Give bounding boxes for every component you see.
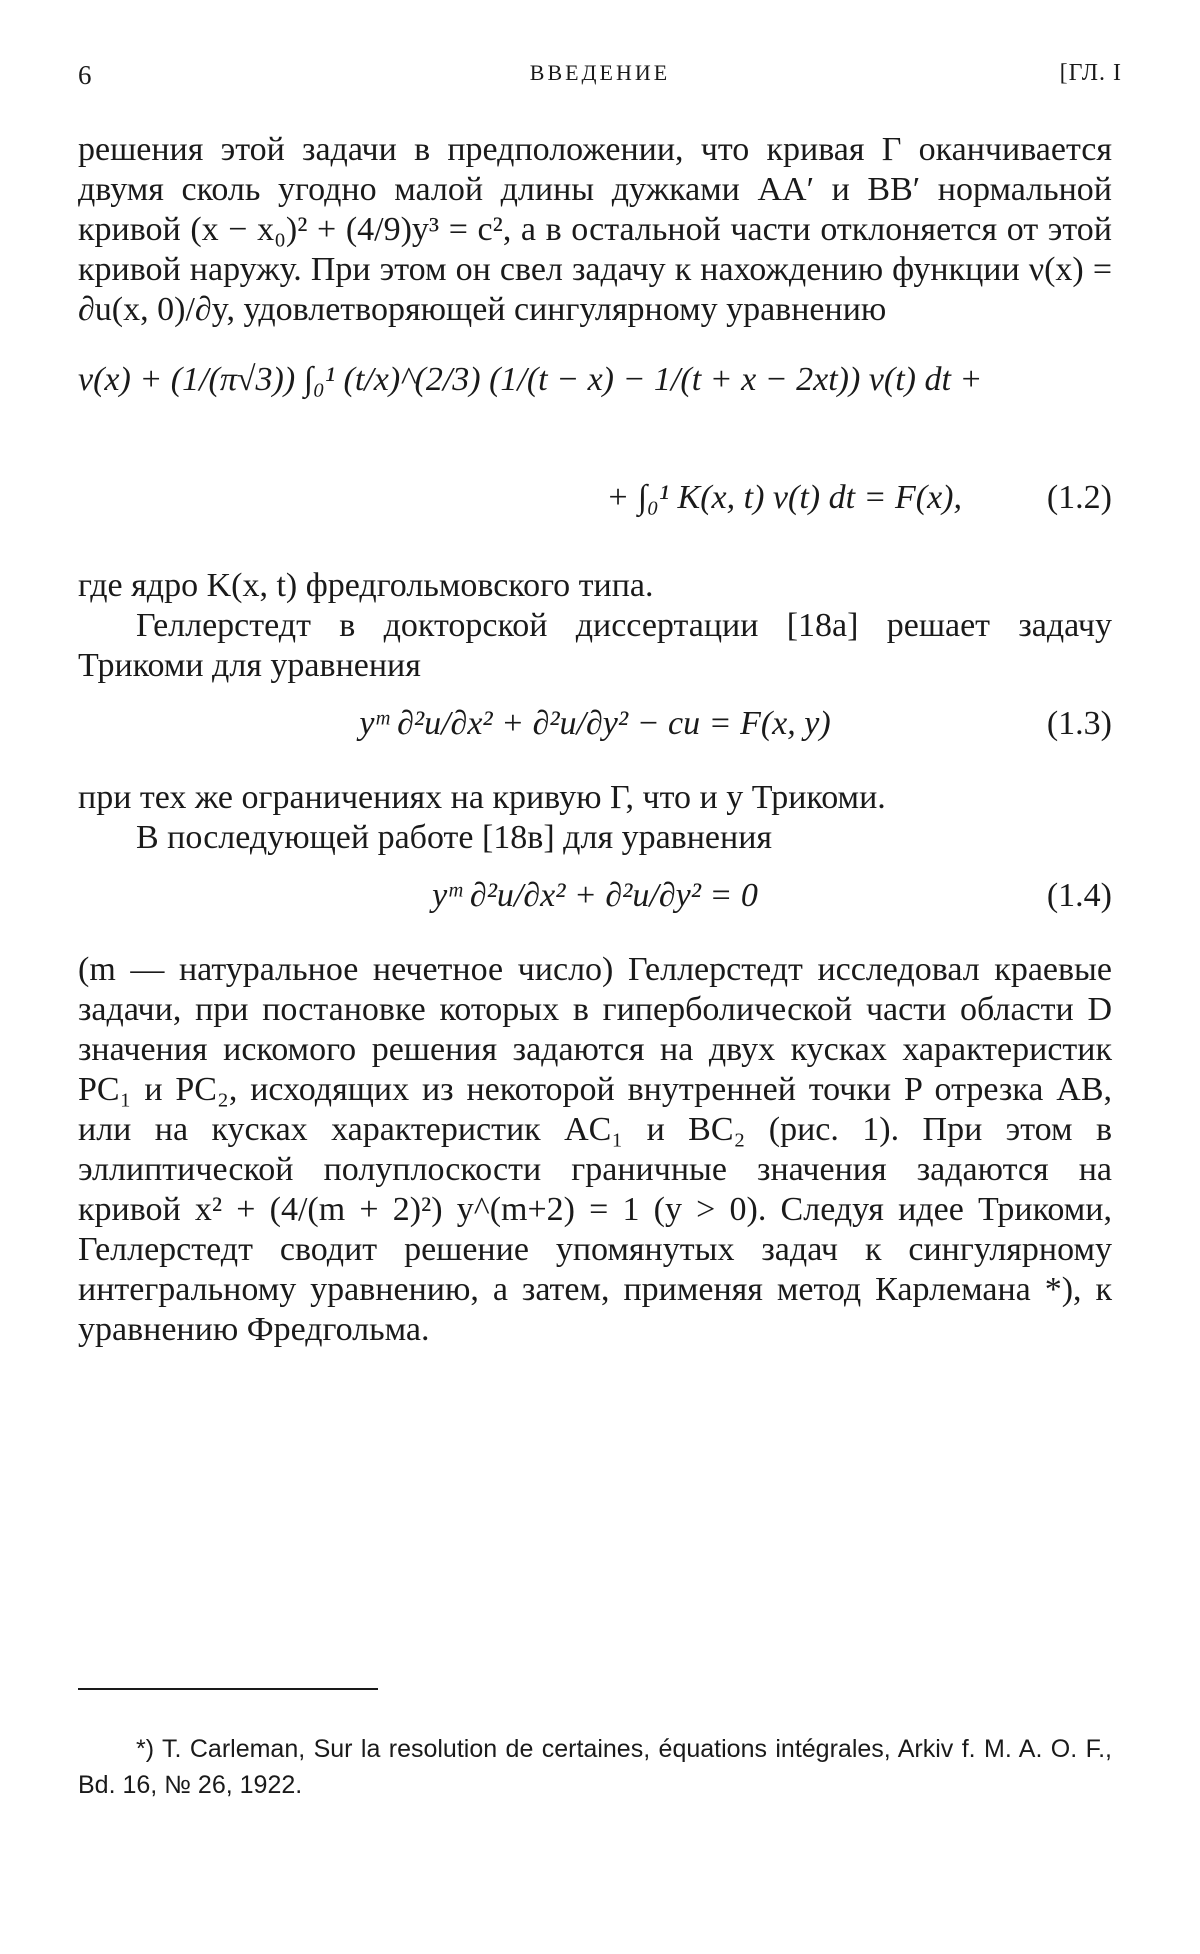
- equation-1-2-first-part: ν(x) + (1/(π√3)) ∫₀¹ (t/x)^(2/3) (1/(t − x) − 1/(t + x − 2xt)) ν(t) dt +: [78, 361, 983, 398]
- footnote-divider: [78, 1688, 378, 1690]
- equation-1-4: [78, 858, 1112, 950]
- equation-number: (1.3): [1046, 705, 1112, 742]
- chapter-label: [ГЛ. I: [1059, 60, 1122, 86]
- equation-number: (1.2): [1046, 479, 1112, 516]
- page-number: 6: [78, 60, 93, 90]
- equation-1-3-body: yᵐ ∂²u/∂x² + ∂²u/∂y² − cu = F(x, y): [359, 705, 831, 742]
- paragraph-kernel: где ядро K(x, t) фредгольмовского типа.: [78, 567, 654, 604]
- equation-1-4-body: yᵐ ∂²u/∂x² + ∂²u/∂y² = 0: [432, 877, 758, 914]
- paragraph-later-work: В последующей работе [18в] для уравнения: [136, 819, 773, 856]
- paragraph-same-restrictions: при тех же ограничениях на кривую Γ, что и у Трикоми.: [78, 779, 886, 816]
- equation-number: (1.4): [1046, 877, 1112, 914]
- main-text: [78, 130, 1112, 1350]
- running-header: [78, 60, 1122, 100]
- paragraph-gellerstedt-thesis: Геллерстедт в докторской диссертации [18а] решает задачу Трикоми для уравнения: [78, 607, 1112, 684]
- paragraph-boundary-problems: (m — натуральное нечетное число) Геллерстедт исследовал краевые задачи, при постановке которых в гиперболической части области D значения искомого решения задаются на двух кусках характеристик PC₁ и PC₂, исходящих из некоторой внутренней точки P отрезка AB, или на кусках характеристик AC₁ и BC₂ (рис. 1). При этом в эллиптической полуплоскости граничные значения задаются на кривой x² + (4/(m + 2)²) y^(m+2) = 1 (y > 0). Следуя идее Трикоми, Геллерстедт сводит решение упомянутых задач к сингулярному интегральному уравнению, а затем, применяя метод Карлемана *), к уравнению Фредгольма.: [78, 951, 1112, 1348]
- equation-1-2-line-2: [78, 448, 1112, 566]
- equation-1-2-line-1: [78, 330, 1112, 448]
- equation-1-3: [78, 686, 1112, 778]
- equation-1-2-second-part: + ∫₀¹ K(x, t) ν(t) dt = F(x),: [606, 479, 962, 516]
- running-title: ВВЕДЕНИЕ: [529, 60, 671, 85]
- footnote-carleman: *) T. Carleman, Sur la resolution de certaines, équations intégrales, Arkiv f. M. A. O. F., Bd. 16, № 26, 1922.: [78, 1735, 1112, 1799]
- paragraph-tricomi-reduction: решения этой задачи в предположении, что кривая Γ оканчивается двумя сколь угодно малой длины дужками AA′ и BB′ нормальной кривой (x − x₀)² + (4/9)y³ = c², а в остальной части отклоняется от этой кривой наружу. При этом он свел задачу к нахождению функции ν(x) = ∂u(x, 0)/∂y, удовлетворяющей сингулярному уравнению: [78, 131, 1112, 328]
